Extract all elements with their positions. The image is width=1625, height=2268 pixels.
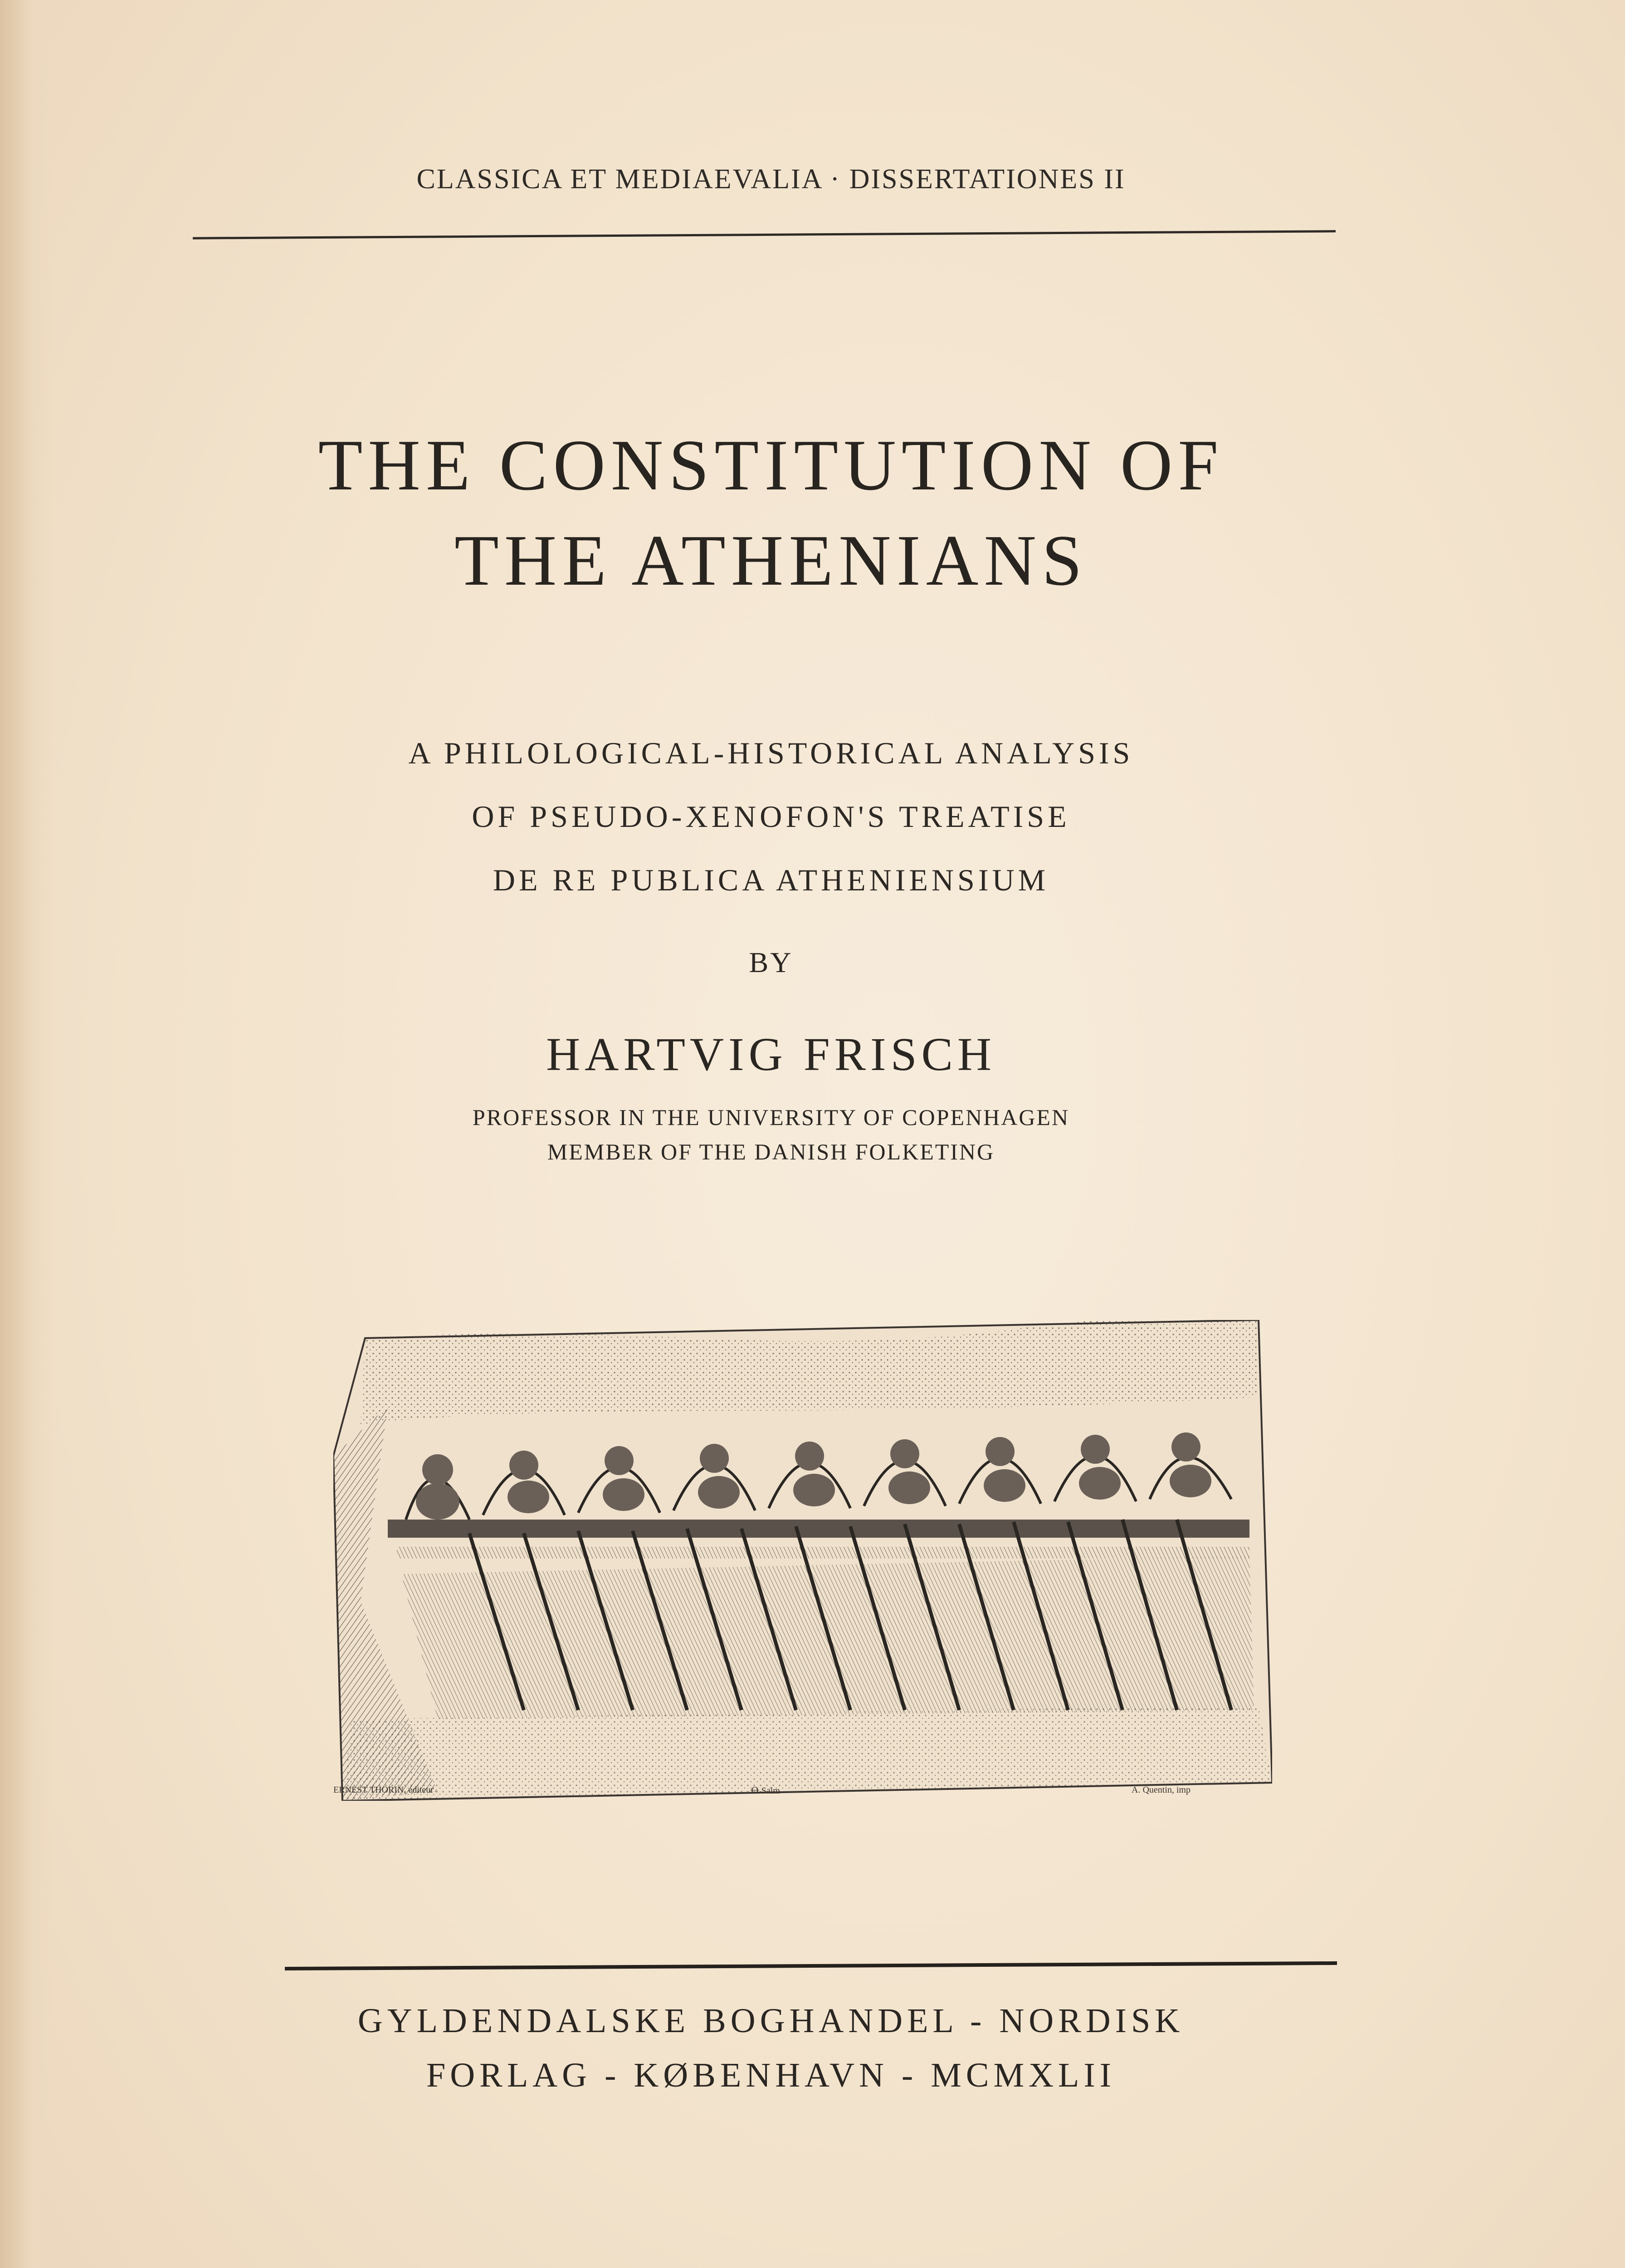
- publisher-line-1: GYLDENDALSKE BOGHANDEL - NORDISK: [357, 2002, 1185, 2040]
- binding-gutter: [0, 0, 54, 2268]
- subtitle-line-1: A PHILOLOGICAL-HISTORICAL ANALYSIS: [408, 736, 1134, 770]
- affiliation-line-1: PROFESSOR IN THE UNIVERSITY OF COPENHAGEN: [472, 1105, 1070, 1130]
- affiliation-line-2: MEMBER OF THE DANISH FOLKETING: [547, 1139, 995, 1164]
- bottom-rule: [285, 1961, 1337, 1970]
- top-rule: [193, 230, 1336, 239]
- engraving-credits: [333, 1785, 1272, 1803]
- by-line: BY: [749, 946, 793, 978]
- book-subtitle: [181, 721, 1361, 912]
- credit-right: A. Quentin, imp: [1132, 1785, 1191, 1795]
- subtitle-line-3: DE RE PUBLICA ATHENIENSIUM: [493, 863, 1049, 897]
- subtitle-line-2: OF PSEUDO-XENOFON'S TREATISE: [472, 799, 1070, 834]
- author-name: HARTVIG FRISCH: [546, 1028, 996, 1080]
- credit-left: ERNEST THORIN, éditeur: [333, 1785, 434, 1795]
- trireme-engraving: [333, 1320, 1272, 1801]
- credit-center: Ꝋ Salm: [751, 1786, 780, 1796]
- publisher-imprint: [181, 1994, 1361, 2102]
- series-title: CLASSICA ET MEDIAEVALIA · DISSERTATIONES II: [416, 164, 1126, 195]
- book-title: [181, 417, 1361, 608]
- title-line-2: THE ATHENIANS: [454, 520, 1088, 601]
- title-line-1: THE CONSTITUTION OF: [318, 425, 1224, 505]
- publisher-line-2: FORLAG - KØBENHAVN - MCMXLII: [426, 2056, 1116, 2094]
- author-affiliation: [181, 1100, 1361, 1169]
